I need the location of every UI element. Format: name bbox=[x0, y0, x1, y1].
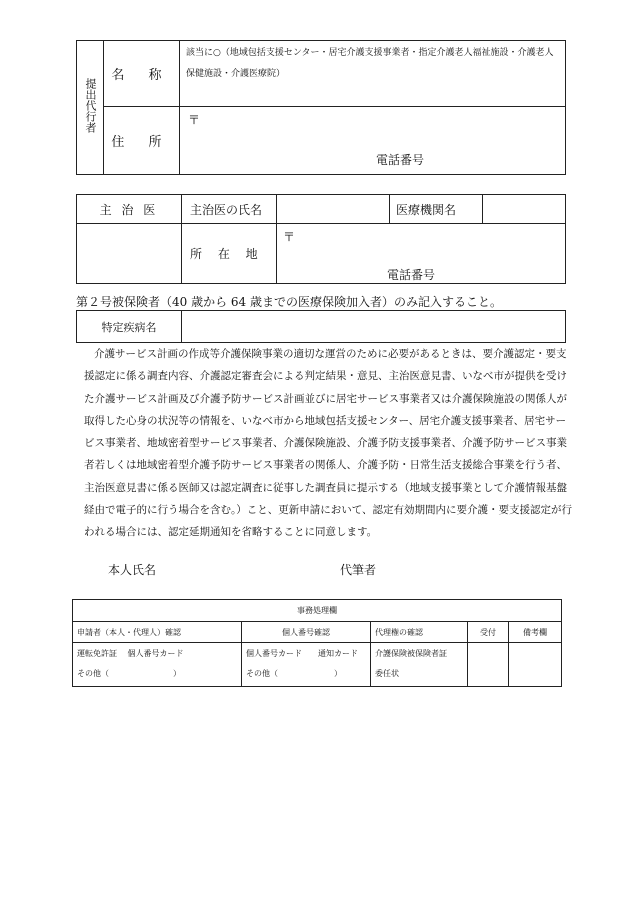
id-check-line1: 個人番号カード 通知カード bbox=[246, 649, 358, 658]
submitting-agent-table bbox=[76, 40, 566, 175]
proxy-check-cell[interactable] bbox=[371, 643, 468, 687]
institution-field[interactable] bbox=[483, 195, 566, 224]
physician-phone-label: 電話番号 bbox=[387, 268, 436, 282]
second-insured-note: 第２号被保険者（40 歳から 64 歳までの医療保険加入者）のみ記入すること。 bbox=[76, 295, 502, 309]
postal-mark: 〒 bbox=[188, 113, 201, 127]
applicant-check-line1: 運転免許証 個人番号カード bbox=[77, 649, 184, 658]
postal-mark: 〒 bbox=[283, 230, 296, 244]
physician-name-label: 主治医の氏名 bbox=[182, 195, 277, 224]
remarks-cell[interactable] bbox=[509, 643, 562, 687]
applicant-check-cell[interactable] bbox=[73, 643, 242, 687]
proxy-check-line2: 委任状 bbox=[375, 669, 399, 678]
col-proxy-check: 代理権の確認 bbox=[371, 622, 468, 643]
agent-type-note: 該当に○（地域包括支援センター・居宅介護支援事業者・指定介護老人福祉施設・介護老人保健施設・介護医療院） bbox=[186, 48, 554, 79]
submitting-agent-side-label bbox=[77, 41, 104, 175]
physician-blank bbox=[77, 224, 182, 284]
agent-phone-label: 電話番号 bbox=[376, 153, 425, 167]
location-label: 所 在 地 bbox=[182, 224, 277, 284]
id-check-line2: その他（ ） bbox=[246, 669, 342, 678]
applicant-name-label: 本人氏名 bbox=[108, 563, 157, 577]
consent-paragraph: 介護サービス計画の作成等介護保険事業の適切な運営のために必要があるときは、要介護認定・要支援認定に係る調査内容、介護認定審査会による判定結果・意見、主治医意見書、いなべ市が提供を受けた介護サービス計画及び介護予防サービス計画並びに居宅サービス事業者又は介護保険施設の関係人が取得した心身の状況等の情報を、いなべ市から地域包括支援センター、居宅介護支援事業者、居宅サービス事業者、地域密着型サービス事業者、介護保険施設、介護予防支援事業者、介護予防サービス事業者若しくは地域密着型介護予防サービス事業者の関係人、介護予防・日常生活支援総合事業を行う者、主治医意見書に係る医師又は認定調査に従事した調査員に提示する（地域支援事業として介護情報基盤経由で電子的に行う場合を含む。）こと、更新申請において、認定有効期間内に要介護・要支援認定が行われる場合には、認定延期通知を省略することに同意します。 bbox=[84, 348, 573, 539]
physician-title: 主 治 医 bbox=[77, 195, 182, 224]
specific-disease-label: 特定疾病名 bbox=[77, 311, 182, 343]
agent-address-field[interactable] bbox=[180, 107, 566, 175]
office-processing-table bbox=[72, 599, 562, 687]
specific-disease-field[interactable] bbox=[182, 311, 566, 343]
institution-label: 医療機関名 bbox=[390, 195, 483, 224]
specific-disease-table bbox=[76, 310, 566, 343]
col-remarks: 備考欄 bbox=[509, 622, 562, 643]
applicant-check-line2: その他（ ） bbox=[77, 669, 181, 678]
col-reception: 受付 bbox=[468, 622, 509, 643]
agent-name-field[interactable] bbox=[180, 41, 566, 107]
side-label-text: 提出代行者 bbox=[84, 78, 97, 133]
agent-address-label: 住 所 bbox=[104, 107, 180, 175]
office-title: 事務処理欄 bbox=[73, 600, 562, 622]
col-applicant-check: 申請者（本人・代理人）確認 bbox=[73, 622, 242, 643]
physician-table bbox=[76, 194, 566, 284]
physician-name-field[interactable] bbox=[277, 195, 390, 224]
proxy-check-line1: 介護保険被保険者証 bbox=[375, 649, 447, 658]
agent-name-label: 名 称 bbox=[104, 41, 180, 107]
proxy-writer-label: 代筆者 bbox=[340, 563, 377, 577]
location-field[interactable] bbox=[277, 224, 566, 284]
id-check-cell[interactable] bbox=[242, 643, 371, 687]
reception-cell[interactable] bbox=[468, 643, 509, 687]
col-id-check: 個人番号確認 bbox=[242, 622, 371, 643]
